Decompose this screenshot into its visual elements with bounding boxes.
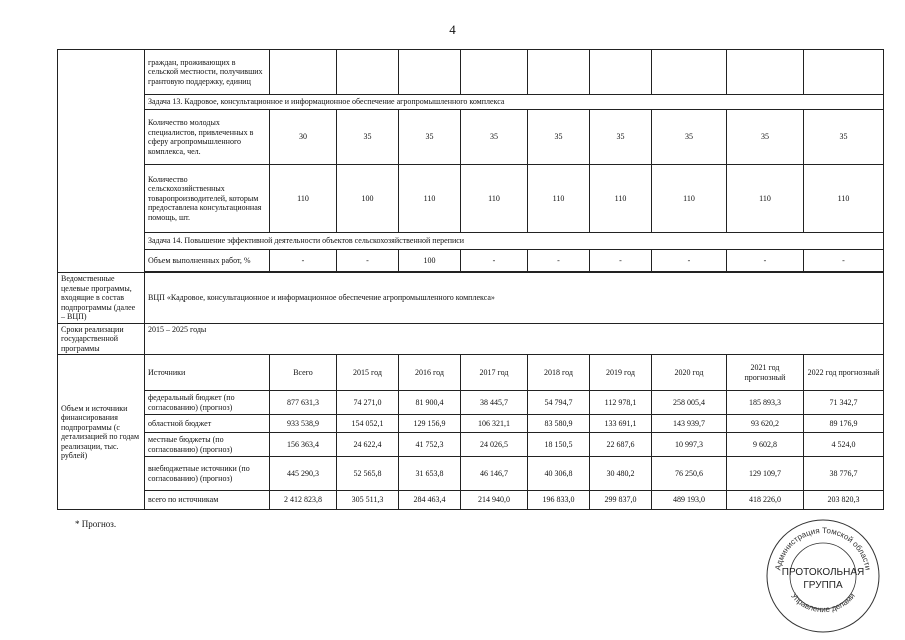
table-row — [58, 273, 884, 324]
value-cell: 10 997,3 — [652, 433, 727, 457]
value-cell: 305 511,3 — [337, 491, 399, 510]
value-cell: 81 900,4 — [399, 391, 461, 415]
vcp-text: ВЦП «Кадровое, консультационное и информационное обеспечение агропромышленного комплекса» — [145, 273, 884, 324]
source-label: федеральный бюджет (по согласованию) (прогноз) — [145, 391, 270, 415]
value-cell: 156 363,4 — [270, 433, 337, 457]
value-cell: 35 — [727, 110, 804, 165]
value-cell: 35 — [590, 110, 652, 165]
indicator-label-young-specialists: Количество молодых специалистов, привлеченных в сферу агропромышленного комплекса, чел. — [145, 110, 270, 165]
value-cell: 933 538,9 — [270, 415, 337, 433]
value-cell: - — [461, 250, 528, 272]
value-cell: 40 306,8 — [528, 457, 590, 491]
vcp-label: Ведомственные целевые программы, входящие в состав подпрограммы (далее – ВЦП) — [58, 273, 145, 324]
value-cell: 52 565,8 — [337, 457, 399, 491]
table-row — [58, 250, 884, 272]
value-cell: 35 — [652, 110, 727, 165]
value-cell: 35 — [804, 110, 884, 165]
header-year: 2020 год — [652, 355, 727, 391]
value-cell: 133 691,1 — [590, 415, 652, 433]
stamp-seal — [764, 517, 882, 635]
value-cell: 112 978,1 — [590, 391, 652, 415]
header-total: Всего — [270, 355, 337, 391]
value-cell: 284 463,4 — [399, 491, 461, 510]
value-cell: 258 005,4 — [652, 391, 727, 415]
indicator-label-producers: Количество сельскохозяйственных товаропроизводителей, которым предоставлена консультационная помощь, шт. — [145, 165, 270, 233]
header-year: 2016 год — [399, 355, 461, 391]
table-row — [58, 415, 884, 433]
value-cell: 89 176,9 — [804, 415, 884, 433]
value-cell: 35 — [399, 110, 461, 165]
value-cell: 110 — [590, 165, 652, 233]
value-cell: 299 837,0 — [590, 491, 652, 510]
table-row — [58, 165, 884, 233]
value-cell: 214 940,0 — [461, 491, 528, 510]
indicator-label-work-volume: Объем выполненных работ, % — [145, 250, 270, 272]
value-cell: 22 687,6 — [590, 433, 652, 457]
indicator-label-grant: граждан, проживающих в сельской местности, получивших грантовую поддержку, единиц — [145, 50, 270, 95]
value-cell: - — [528, 250, 590, 272]
value-cell: - — [727, 250, 804, 272]
value-cell: 154 052,1 — [337, 415, 399, 433]
stamp-outer-text: Администрация Томской области — [773, 525, 873, 571]
header-year: 2021 год прогнозный — [727, 355, 804, 391]
value-cell: 76 250,6 — [652, 457, 727, 491]
value-cell: 110 — [727, 165, 804, 233]
value-cell: 24 026,5 — [461, 433, 528, 457]
header-year: 2019 год — [590, 355, 652, 391]
source-label: местные бюджеты (по согласованию) (прогноз) — [145, 433, 270, 457]
table-row — [58, 233, 884, 250]
value-cell: 9 602,8 — [727, 433, 804, 457]
value-cell: 185 893,3 — [727, 391, 804, 415]
table-row — [58, 323, 884, 355]
value-cell: 24 622,4 — [337, 433, 399, 457]
value-cell: 445 290,3 — [270, 457, 337, 491]
header-sources: Источники — [145, 355, 270, 391]
value-cell: 31 653,8 — [399, 457, 461, 491]
stamp-inner-bottom: ГРУППА — [803, 580, 843, 591]
value-cell: 71 342,7 — [804, 391, 884, 415]
header-year: 2018 год — [528, 355, 590, 391]
value-cell: 41 752,3 — [399, 433, 461, 457]
value-cell: 877 631,3 — [270, 391, 337, 415]
table-row — [58, 491, 884, 510]
value-cell: 100 — [337, 165, 399, 233]
value-cell: 4 524,0 — [804, 433, 884, 457]
page-number: 4 — [449, 22, 456, 37]
value-cell: 143 939,7 — [652, 415, 727, 433]
source-label: всего по источникам — [145, 491, 270, 510]
source-label: внебюджетные источники (по согласованию) (прогноз) — [145, 457, 270, 491]
value-cell: 110 — [652, 165, 727, 233]
value-cell: - — [270, 250, 337, 272]
source-label: областной бюджет — [145, 415, 270, 433]
table-row — [58, 50, 884, 95]
value-cell: 110 — [804, 165, 884, 233]
value-cell: 129 109,7 — [727, 457, 804, 491]
header-year: 2017 год — [461, 355, 528, 391]
value-cell: 46 146,7 — [461, 457, 528, 491]
value-cell: - — [337, 250, 399, 272]
value-cell: 38 445,7 — [461, 391, 528, 415]
footnote: * Прогноз. — [75, 519, 117, 529]
table-row — [58, 95, 884, 110]
value-cell: 38 776,7 — [804, 457, 884, 491]
stamp-bottom-text: Управление делами — [789, 591, 857, 615]
value-cell: 83 580,9 — [528, 415, 590, 433]
value-cell: 30 — [270, 110, 337, 165]
value-cell: 203 820,3 — [804, 491, 884, 510]
value-cell: 18 150,5 — [528, 433, 590, 457]
value-cell: 106 321,1 — [461, 415, 528, 433]
value-cell: 129 156,9 — [399, 415, 461, 433]
terms-text: 2015 – 2025 годы — [145, 323, 884, 355]
table-row — [58, 433, 884, 457]
value-cell: 35 — [528, 110, 590, 165]
header-year: 2015 год — [337, 355, 399, 391]
task-13-heading: Задача 13. Кадровое, консультационное и информационное обеспечение агропромышленного комплекса — [145, 95, 884, 110]
value-cell: 54 794,7 — [528, 391, 590, 415]
value-cell: 30 480,2 — [590, 457, 652, 491]
stamp-inner-top: ПРОТОКОЛЬНАЯ — [781, 567, 865, 578]
table-row — [58, 391, 884, 415]
value-cell: - — [652, 250, 727, 272]
value-cell: 418 226,0 — [727, 491, 804, 510]
value-cell: 110 — [399, 165, 461, 233]
financing-label: Объем и источники финансирования подпрограммы (с детализацией по годам реализации, тыс. рублей) — [58, 355, 145, 510]
header-year: 2022 год прогнозный — [804, 355, 884, 391]
value-cell: 196 833,0 — [528, 491, 590, 510]
value-cell: - — [804, 250, 884, 272]
empty-left-cell — [58, 50, 145, 273]
value-cell: 110 — [528, 165, 590, 233]
value-cell: 100 — [399, 250, 461, 272]
table-row — [58, 355, 884, 391]
value-cell: 35 — [461, 110, 528, 165]
value-cell: - — [590, 250, 652, 272]
value-cell: 489 193,0 — [652, 491, 727, 510]
table-row — [58, 110, 884, 165]
subprogram-passport-table — [57, 49, 884, 510]
value-cell: 35 — [337, 110, 399, 165]
value-cell: 74 271,0 — [337, 391, 399, 415]
value-cell: 93 620,2 — [727, 415, 804, 433]
table-row — [58, 457, 884, 491]
terms-label: Сроки реализации государственной программы — [58, 323, 145, 355]
task-14-heading: Задача 14. Повышение эффективной деятельности объектов сельскохозяйственной переписи — [145, 233, 884, 250]
value-cell: 110 — [461, 165, 528, 233]
value-cell: 110 — [270, 165, 337, 233]
value-cell: 2 412 823,8 — [270, 491, 337, 510]
